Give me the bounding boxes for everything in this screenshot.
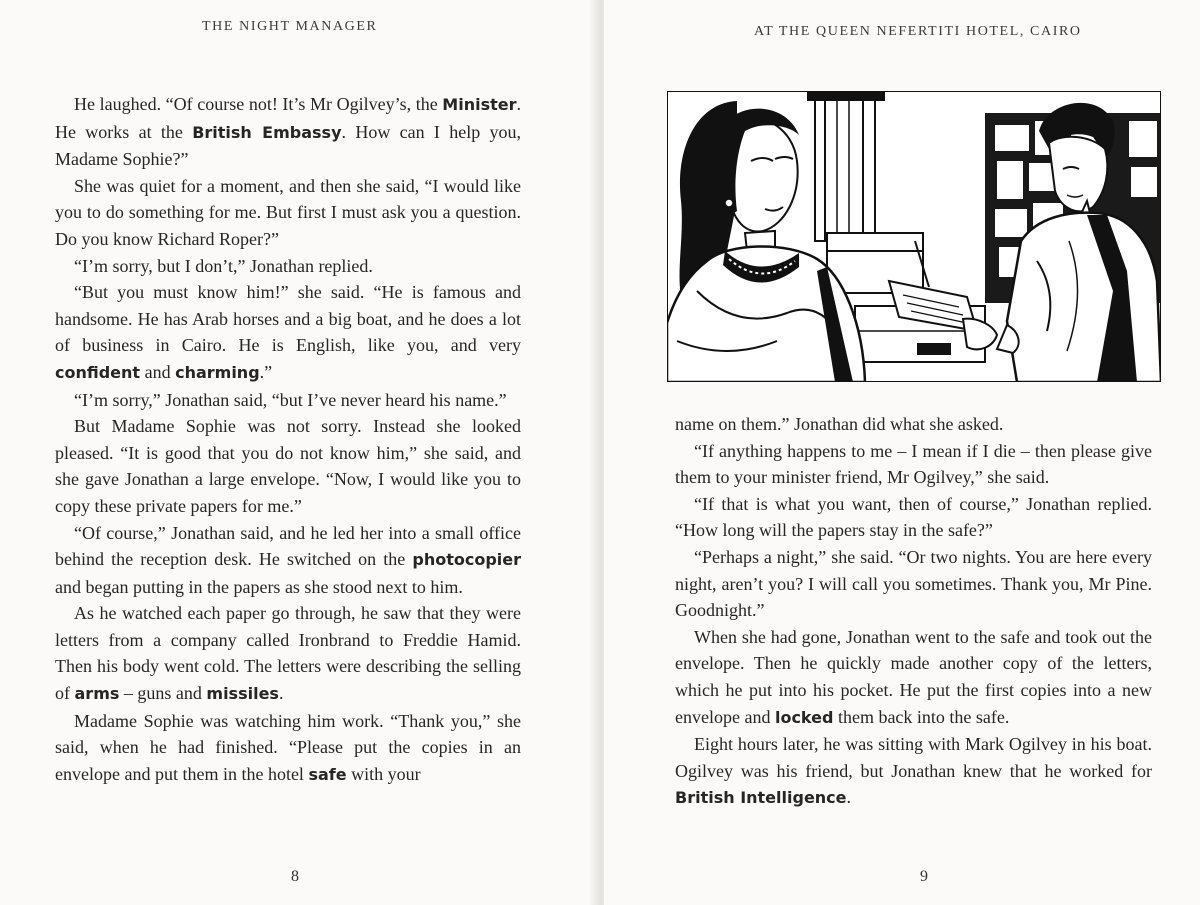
running-head-left: THE NIGHT MANAGER (202, 19, 378, 34)
paragraph (55, 520, 521, 601)
text-run: and began putting in the papers as she stood next to him. (55, 576, 463, 597)
text-run: Eight hours later, he was sitting with Mark Ogilvey in his boat. Ogilvey was his friend, but Jonathan knew that he worked for (675, 734, 1152, 781)
glossary-word: missiles (206, 684, 279, 704)
text-run: “Perhaps a night,” she said. “Or two nights. You are here every night, aren’t you? I will call you sometimes. Thank you, Mr Pine. Goodnight.” (675, 546, 1152, 621)
paragraph (55, 708, 521, 789)
text-run: and (140, 361, 176, 382)
text-run: “But you must know him!” she said. “He is famous and handsome. He has Arab horses and a big boat, and he does a lot of business in Cairo. He is English, like you, and very (55, 282, 521, 356)
text-run: As he watched each paper go through, he saw that they were letters from a company called Ironbrand to Freddie Hamid. Then his body went cold. The letters were describing the selling of (55, 603, 521, 704)
text-run: . (278, 683, 284, 704)
paragraph (55, 600, 521, 707)
paragraph (675, 491, 1152, 544)
glossary-word: Minister (442, 95, 517, 114)
text-run: Madame Sophie was watching him work. “Thank you,” she said, when he had finished. “Please put the copies in an envelope and put them in the hotel (55, 710, 521, 784)
glossary-word: British Embassy (192, 122, 342, 142)
illustration (667, 91, 1161, 382)
text-run: He laughed. “Of course not! It’s Mr Ogilvey’s, the (74, 94, 443, 114)
text-run: “Of course,” Jonathan said, and he led her into a small office behind the reception desk. He switched on the (55, 522, 521, 570)
glossary-word: safe (308, 764, 347, 784)
paragraph (675, 411, 1152, 438)
left-page-text (55, 91, 521, 788)
text-run: When she had gone, Jonathan went to the safe and took out the envelope. Then he quickly made another copy of the letters, which he put into his pocket. He put the first copies into a new envelope and (675, 626, 1152, 727)
paragraph (55, 91, 521, 173)
text-run: “If that is what you want, then of course,” Jonathan replied. “How long will the papers stay in the safe?” (675, 493, 1152, 541)
paragraph (675, 544, 1152, 624)
left-page (0, 0, 596, 905)
text-run: But Madame Sophie was not sorry. Instead she looked pleased. “It is good that you do not know him,” she said, and she gave Jonathan a large envelope. “Now, I would like you to copy these private papers for me.” (55, 416, 521, 516)
running-head-right: AT THE QUEEN NEFERTITI HOTEL, CAIRO (754, 24, 1082, 39)
right-page-text (675, 411, 1152, 812)
paragraph (55, 387, 521, 414)
text-run: She was quiet for a moment, and then she said, “I would like you to do something for me. But first I must ask you a question. Do you know Richard Roper?” (55, 175, 521, 249)
paragraph (55, 173, 521, 253)
glossary-word: confident (55, 362, 141, 382)
text-run: “I’m sorry,” Jonathan said, “but I’ve never heard his name.” (74, 389, 507, 410)
text-run: name on them.” Jonathan did what she asked. (675, 414, 1004, 434)
illustration-drawing (667, 91, 1161, 382)
glossary-word: British Intelligence (675, 788, 847, 808)
paragraph (675, 438, 1152, 491)
glossary-word: arms (74, 684, 120, 704)
paragraph (55, 253, 521, 280)
text-run: .” (259, 361, 273, 382)
text-run: with your (346, 763, 421, 784)
page-number-right: 9 (920, 868, 928, 885)
right-page (604, 0, 1200, 905)
text-run: . (846, 787, 852, 808)
glossary-word: locked (774, 707, 834, 727)
paragraph (55, 413, 521, 519)
paragraph (675, 731, 1152, 812)
text-run: . He works at the (55, 94, 521, 142)
paragraph (55, 279, 521, 386)
glossary-word: charming (175, 362, 260, 382)
text-run: “If anything happens to me – I mean if I die – then please give them to your minister friend, Mr Ogilvey,” she said. (675, 440, 1152, 488)
page-number-left: 8 (291, 868, 299, 885)
text-run: them back into the safe. (833, 706, 1010, 727)
text-run: – guns and (119, 683, 207, 704)
text-run: . How can I help you, Madame Sophie?” (55, 121, 521, 170)
text-run: “I’m sorry, but I don’t,” Jonathan replied. (74, 255, 373, 276)
glossary-word: photocopier (412, 550, 521, 570)
paragraph (675, 624, 1152, 731)
